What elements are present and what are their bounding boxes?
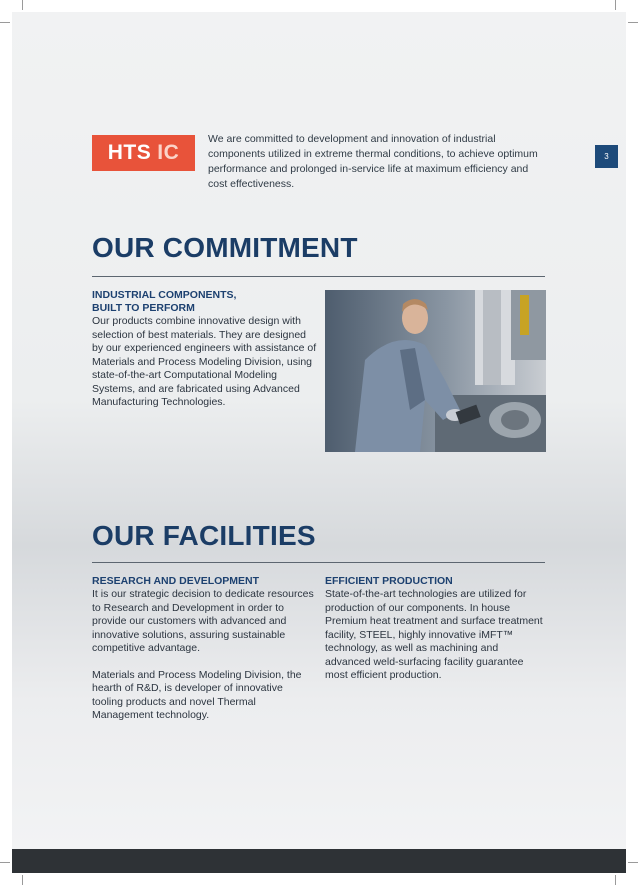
- crop-mark: [0, 22, 10, 23]
- crop-mark: [628, 22, 638, 23]
- footer-bar: [12, 849, 626, 873]
- commitment-heading: OUR COMMITMENT: [92, 232, 358, 263]
- crop-mark: [0, 862, 10, 863]
- intro-text: We are committed to development and innovation of industrial components utilized in extreme thermal conditions, to achieve optimum performance and prolonged in-service life at maximum efficiency and cost effectiveness.: [208, 133, 538, 190]
- commitment-subheading-line2: BUILT TO PERFORM: [92, 302, 195, 314]
- brochure-page: [12, 12, 626, 873]
- rd-subheading: RESEARCH AND DEVELOPMENT: [92, 575, 260, 587]
- logo-brand: HTS: [107, 141, 152, 164]
- crop-mark: [22, 875, 23, 885]
- efficient-production-block: [325, 575, 546, 683]
- commitment-subheading-line1: INDUSTRIAL COMPONENTS,: [92, 289, 237, 301]
- production-subheading: EFFICIENT PRODUCTION: [325, 575, 453, 587]
- crop-mark: [615, 0, 616, 10]
- engineer-measuring-photo: [325, 290, 546, 452]
- commitment-body: Our products combine innovative design with selection of best materials. They are designed by our experienced engineers with assistance of Materials and Process Modeling Division, using state-of-the-art Computational Modeling Systems, and are fabricated using Advanced Manufacturing Technologies.: [92, 315, 317, 408]
- commitment-text-block: [92, 289, 317, 410]
- facilities-heading: OUR FACILITIES: [92, 520, 316, 551]
- research-development-block: [92, 575, 315, 723]
- facilities-divider: [92, 562, 545, 563]
- hts-ic-logo: [92, 135, 195, 171]
- commitment-divider: [92, 276, 545, 277]
- page-number-badge: 3: [595, 145, 618, 168]
- logo-suffix: IC: [157, 141, 180, 164]
- rd-body-paragraph-2: Materials and Process Modeling Division, the hearth of R&D, is developer of innovative tooling products and novel Thermal Management technology.: [92, 668, 302, 721]
- production-body: State-of-the-art technologies are utilized for production of our components. In house Premium heat treatment and surface treatment facility, STEEL, highly innovative iMFT™ technology, as well as machining and advanced weld-surfacing facility guarantee most efficient production.: [325, 588, 543, 681]
- crop-mark: [628, 862, 638, 863]
- crop-mark: [22, 0, 23, 10]
- rd-body-paragraph-1: It is our strategic decision to dedicate resources to Research and Development in order to provide our customers with advanced and innovative solutions, assuring sustainable competitive advantage.: [92, 588, 314, 654]
- crop-mark: [615, 875, 616, 885]
